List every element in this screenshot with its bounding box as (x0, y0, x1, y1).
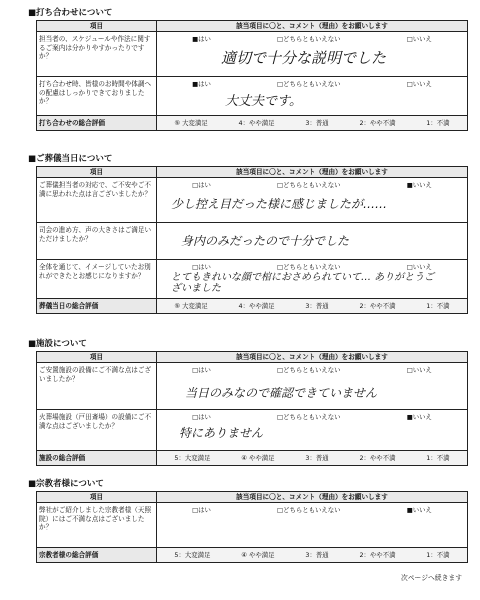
rating-3[interactable]: 3：普通 (305, 551, 329, 559)
option-neutral[interactable]: □どちらともいえない (277, 181, 341, 189)
rating-scale (157, 116, 468, 131)
header-item: 項目 (37, 21, 157, 32)
option-yes[interactable]: □はい (192, 181, 211, 189)
table-header-row (37, 492, 468, 503)
rating-1[interactable]: 1：不満 (426, 302, 450, 310)
rating-2[interactable]: 2：やや不満 (359, 302, 396, 310)
rating-1[interactable]: 1：不満 (426, 454, 450, 462)
option-neutral[interactable]: □どちらともいえない (277, 35, 341, 43)
option-no[interactable]: ■いいえ (406, 506, 432, 514)
handwritten-comment: 少し控え目だった様に感じましたが…… (171, 197, 388, 211)
rating-5[interactable]: ⑤ 大変満足 (174, 302, 208, 310)
table-row (37, 363, 468, 410)
answer-cell (157, 223, 468, 260)
total-row (37, 451, 468, 466)
table-row (37, 32, 468, 77)
continue-next-page: 次ページへ続きます (400, 574, 462, 582)
option-no[interactable]: □いいえ (406, 35, 432, 43)
rating-2[interactable]: 2：やや不満 (359, 551, 396, 559)
header-item: 項目 (37, 492, 157, 503)
answer-cell (157, 503, 468, 548)
question-text: 火葬場施設（戸田斎場）の設備にご不満な点はございましたか？ (37, 410, 157, 451)
header-answer: 該当項目に〇と、コメント（理由）をお願いします (157, 21, 468, 32)
rating-3[interactable]: 3：普通 (305, 302, 329, 310)
answer-cell (157, 178, 468, 223)
total-row (37, 116, 468, 131)
survey-table-religious (36, 491, 468, 563)
section-title-meeting: ■打ち合わせについて (28, 8, 113, 18)
question-text: 打ち合わせ時、皆様のお時間や体調への配慮はしっかりできておりましたか？ (37, 77, 157, 116)
option-yes[interactable]: □はい (192, 413, 211, 421)
question-text: 全体を通じて、イメージしていたお別れができたとお感じになりますか？ (37, 260, 157, 299)
rating-scale (157, 451, 468, 466)
header-item: 項目 (37, 167, 157, 178)
option-yes[interactable]: ■はい (192, 80, 211, 88)
total-label: 宗教者様の総合評価 (37, 548, 157, 563)
header-answer: 該当項目に〇と、コメント（理由）をお願いします (157, 352, 468, 363)
option-yes[interactable]: □はい (192, 366, 211, 374)
survey-table-meeting (36, 20, 468, 131)
handwritten-comment: とてもきれいな顔で棺におさめられていて… ありがとうございました (171, 272, 435, 294)
section-title-religious: ■宗教者様について (28, 479, 104, 489)
rating-5[interactable]: 5：大変満足 (174, 454, 211, 462)
question-text: ご葬儀担当者の対応で、ご不安やご不満に思われた点は言ございましたか？ (37, 178, 157, 223)
section-title-facilities: ■施設について (28, 339, 87, 349)
option-yes[interactable]: □はい (192, 263, 211, 271)
header-answer: 該当項目に〇と、コメント（理由）をお願いします (157, 167, 468, 178)
handwritten-comment: 適切で十分な説明でした (221, 49, 387, 67)
option-yes[interactable]: ■はい (192, 35, 211, 43)
table-row (37, 503, 468, 548)
table-header-row (37, 352, 468, 363)
answer-cell (157, 32, 468, 77)
rating-4[interactable]: ④ やや満足 (241, 551, 275, 559)
total-label: 施設の総合評価 (37, 451, 157, 466)
total-label: 葬儀当日の総合評価 (37, 299, 157, 314)
rating-3[interactable]: 3：普通 (305, 454, 329, 462)
option-neutral[interactable]: □どちらともいえない (277, 263, 341, 271)
option-no[interactable]: □いいえ (406, 80, 432, 88)
survey-table-funeral-day (36, 166, 468, 314)
total-row (37, 299, 468, 314)
question-text: ご安置施設の設備にご不満な点はございましたか？ (37, 363, 157, 410)
option-yes[interactable]: □はい (192, 506, 211, 514)
rating-2[interactable]: 2：やや不満 (359, 454, 396, 462)
rating-1[interactable]: 1：不満 (426, 551, 450, 559)
survey-table-facilities (36, 351, 468, 466)
rating-scale (157, 299, 468, 314)
option-neutral[interactable]: □どちらともいえない (277, 366, 341, 374)
rating-scale (157, 548, 468, 563)
rating-4[interactable]: ④ やや満足 (241, 454, 275, 462)
question-text: 司会の進め方、声の大きさはご満足いただけましたか？ (37, 223, 157, 260)
rating-4[interactable]: 4：やや満足 (238, 119, 275, 127)
table-header-row (37, 167, 468, 178)
question-text: 弊社がご紹介しました宗教者様（天照院）にはご不満な点はございましたか？ (37, 503, 157, 548)
rating-5[interactable]: 5：大変満足 (174, 551, 211, 559)
table-row (37, 223, 468, 260)
option-neutral[interactable]: □どちらともいえない (277, 80, 341, 88)
table-row (37, 410, 468, 451)
rating-5[interactable]: ⑤ 大変満足 (174, 119, 208, 127)
handwritten-comment: 身内のみだったので十分でした (181, 234, 350, 248)
total-row (37, 548, 468, 563)
option-neutral[interactable]: □どちらともいえない (277, 506, 341, 514)
option-no[interactable]: □いいえ (406, 263, 432, 271)
rating-4[interactable]: 4：やや満足 (238, 302, 275, 310)
answer-cell (157, 410, 468, 451)
total-label: 打ち合わせの総合評価 (37, 116, 157, 131)
handwritten-comment: 特にありません (179, 426, 264, 440)
table-row (37, 260, 468, 299)
answer-cell (157, 77, 468, 116)
handwritten-comment: 大丈夫です。 (225, 94, 302, 109)
table-row (37, 178, 468, 223)
rating-2[interactable]: 2：やや不満 (359, 119, 396, 127)
answer-cell (157, 260, 468, 299)
question-text: 担当者の、スケジュールや作法に関するご案内は分かりやすかったりですか？ (37, 32, 157, 77)
answer-cell (157, 363, 468, 410)
section-title-funeral-day: ■ご葬儀当日について (28, 154, 113, 164)
rating-1[interactable]: 1：不満 (426, 119, 450, 127)
handwritten-comment: 当日のみなので確認できていません (185, 386, 378, 400)
header-answer: 該当項目に〇と、コメント（理由）をお願いします (157, 492, 468, 503)
table-row (37, 77, 468, 116)
option-neutral[interactable]: □どちらともいえない (277, 413, 341, 421)
option-no[interactable]: ■いいえ (406, 413, 432, 421)
header-item: 項目 (37, 352, 157, 363)
option-no[interactable]: □いいえ (406, 366, 432, 374)
rating-3[interactable]: 3：普通 (305, 119, 329, 127)
table-header-row (37, 21, 468, 32)
option-no[interactable]: ■いいえ (406, 181, 432, 189)
